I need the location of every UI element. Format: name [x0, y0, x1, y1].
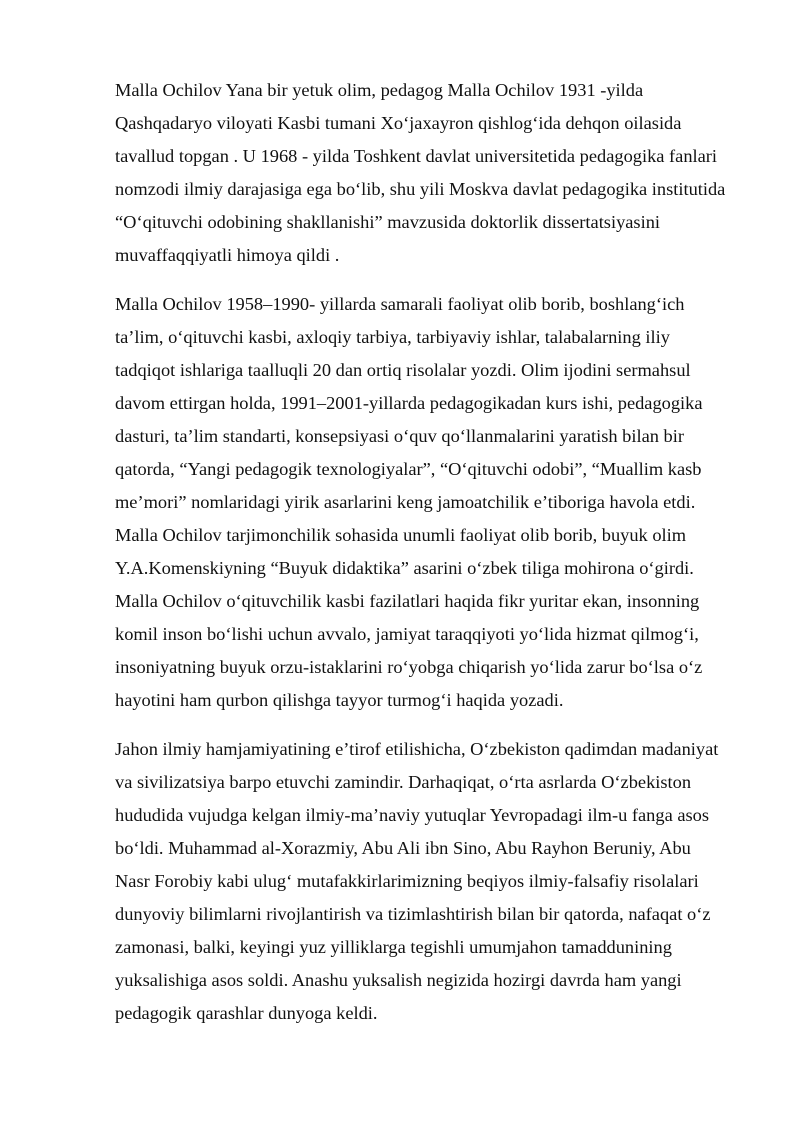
text-line: muvaffaqqiyatli himoya qildi . [115, 245, 340, 265]
text-line: Malla Ochilov 1958–1990- yillarda samarali faoliyat olib borib, boshlang‘ich [115, 294, 685, 314]
text-line: ta’lim, o‘qituvchi kasbi, axloqiy tarbiya, tarbiyaviy ishlar, talabalarning iliy [115, 327, 670, 347]
text-line: dunyoviy bilimlarni rivojlantirish va tizimlashtirish bilan bir qatorda, nafaqat o‘z [115, 904, 711, 924]
text-line: Malla Ochilov o‘qituvchilik kasbi fazilatlari haqida fikr yuritar ekan, insonning [115, 591, 700, 611]
text-line: Nasr Forobiy kabi ulug‘ mutafakkirlarimizning beqiyos ilmiy-falsafiy risolalari [115, 871, 699, 891]
document-body [115, 74, 726, 1046]
text-line: hududida vujudga kelgan ilmiy-ma’naviy yutuqlar Yevropadagi ilm-u fanga asos [115, 805, 709, 825]
text-line: nomzodi ilmiy darajasiga ega bo‘lib, shu yili Moskva davlat pedagogika institutida [115, 179, 726, 199]
text-line: dasturi, ta’lim standarti, konsepsiyasi o‘quv qo‘llanmalarini yaratish bilan bir [115, 426, 684, 446]
text-line: va sivilizatsiya barpo etuvchi zamindir. Darhaqiqat, o‘rta asrlarda O‘zbekiston [115, 772, 692, 792]
paragraph-works [115, 288, 720, 717]
paragraph-biography [115, 74, 726, 272]
text-line: Qashqadaryo viloyati Kasbi tumani Xo‘jaxayron qishlog‘ida dehqon oilasida [115, 113, 682, 133]
paragraph-heritage [115, 733, 720, 1030]
text-line: hayotini ham qurbon qilishga tayyor turmog‘i haqida yozadi. [115, 690, 564, 710]
text-line: pedagogik qarashlar dunyoga keldi. [115, 1003, 378, 1023]
text-line: yuksalishiga asos soldi. Anashu yuksalish negizida hozirgi davrda ham yangi [115, 970, 682, 990]
text-line: qatorda, “Yangi pedagogik texnologiyalar”, “O‘qituvchi odobi”, “Muallim kasb [115, 459, 702, 479]
text-line: me’mori” nomlaridagi yirik asarlarini keng jamoatchilik e’tiboriga havola etdi. [115, 492, 696, 512]
text-line: Malla Ochilov Yana bir yetuk olim, pedagog Malla Ochilov 1931 -yilda [115, 80, 644, 100]
text-line: tavallud topgan . U 1968 - yilda Toshkent davlat universitetida pedagogika fanlari [115, 146, 718, 166]
text-line: Jahon ilmiy hamjamiyatining e’tirof etilishicha, O‘zbekiston qadimdan madaniyat [115, 739, 719, 759]
text-line: tadqiqot ishlariga taalluqli 20 dan ortiq risolalar yozdi. Olim ijodini sermahsul [115, 360, 691, 380]
text-line: insoniyatning buyuk orzu-istaklarini ro‘yobga chiqarish yo‘lida zarur bo‘lsa o‘z [115, 657, 703, 677]
text-line: zamonasi, balki, keyingi yuz yilliklarga tegishli umumjahon tamaddunining [115, 937, 672, 957]
text-line: “O‘qituvchi odobining shakllanishi” mavzusida doktorlik dissertatsiyasini [115, 212, 660, 232]
text-line: komil inson bo‘lishi uchun avvalo, jamiyat taraqqiyoti yo‘lida hizmat qilmog‘i, [115, 624, 699, 644]
text-line: davom ettirgan holda, 1991–2001-yillarda pedagogikadan kurs ishi, pedagogika [115, 393, 703, 413]
text-line: bo‘ldi. Muhammad al-Xorazmiy, Abu Ali ibn Sino, Abu Rayhon Beruniy, Abu [115, 838, 691, 858]
text-line: Malla Ochilov tarjimonchilik sohasida unumli faoliyat olib borib, buyuk olim [115, 525, 687, 545]
text-line: Y.A.Komenskiyning “Buyuk didaktika” asarini o‘zbek tiliga mohirona o‘girdi. [115, 558, 694, 578]
